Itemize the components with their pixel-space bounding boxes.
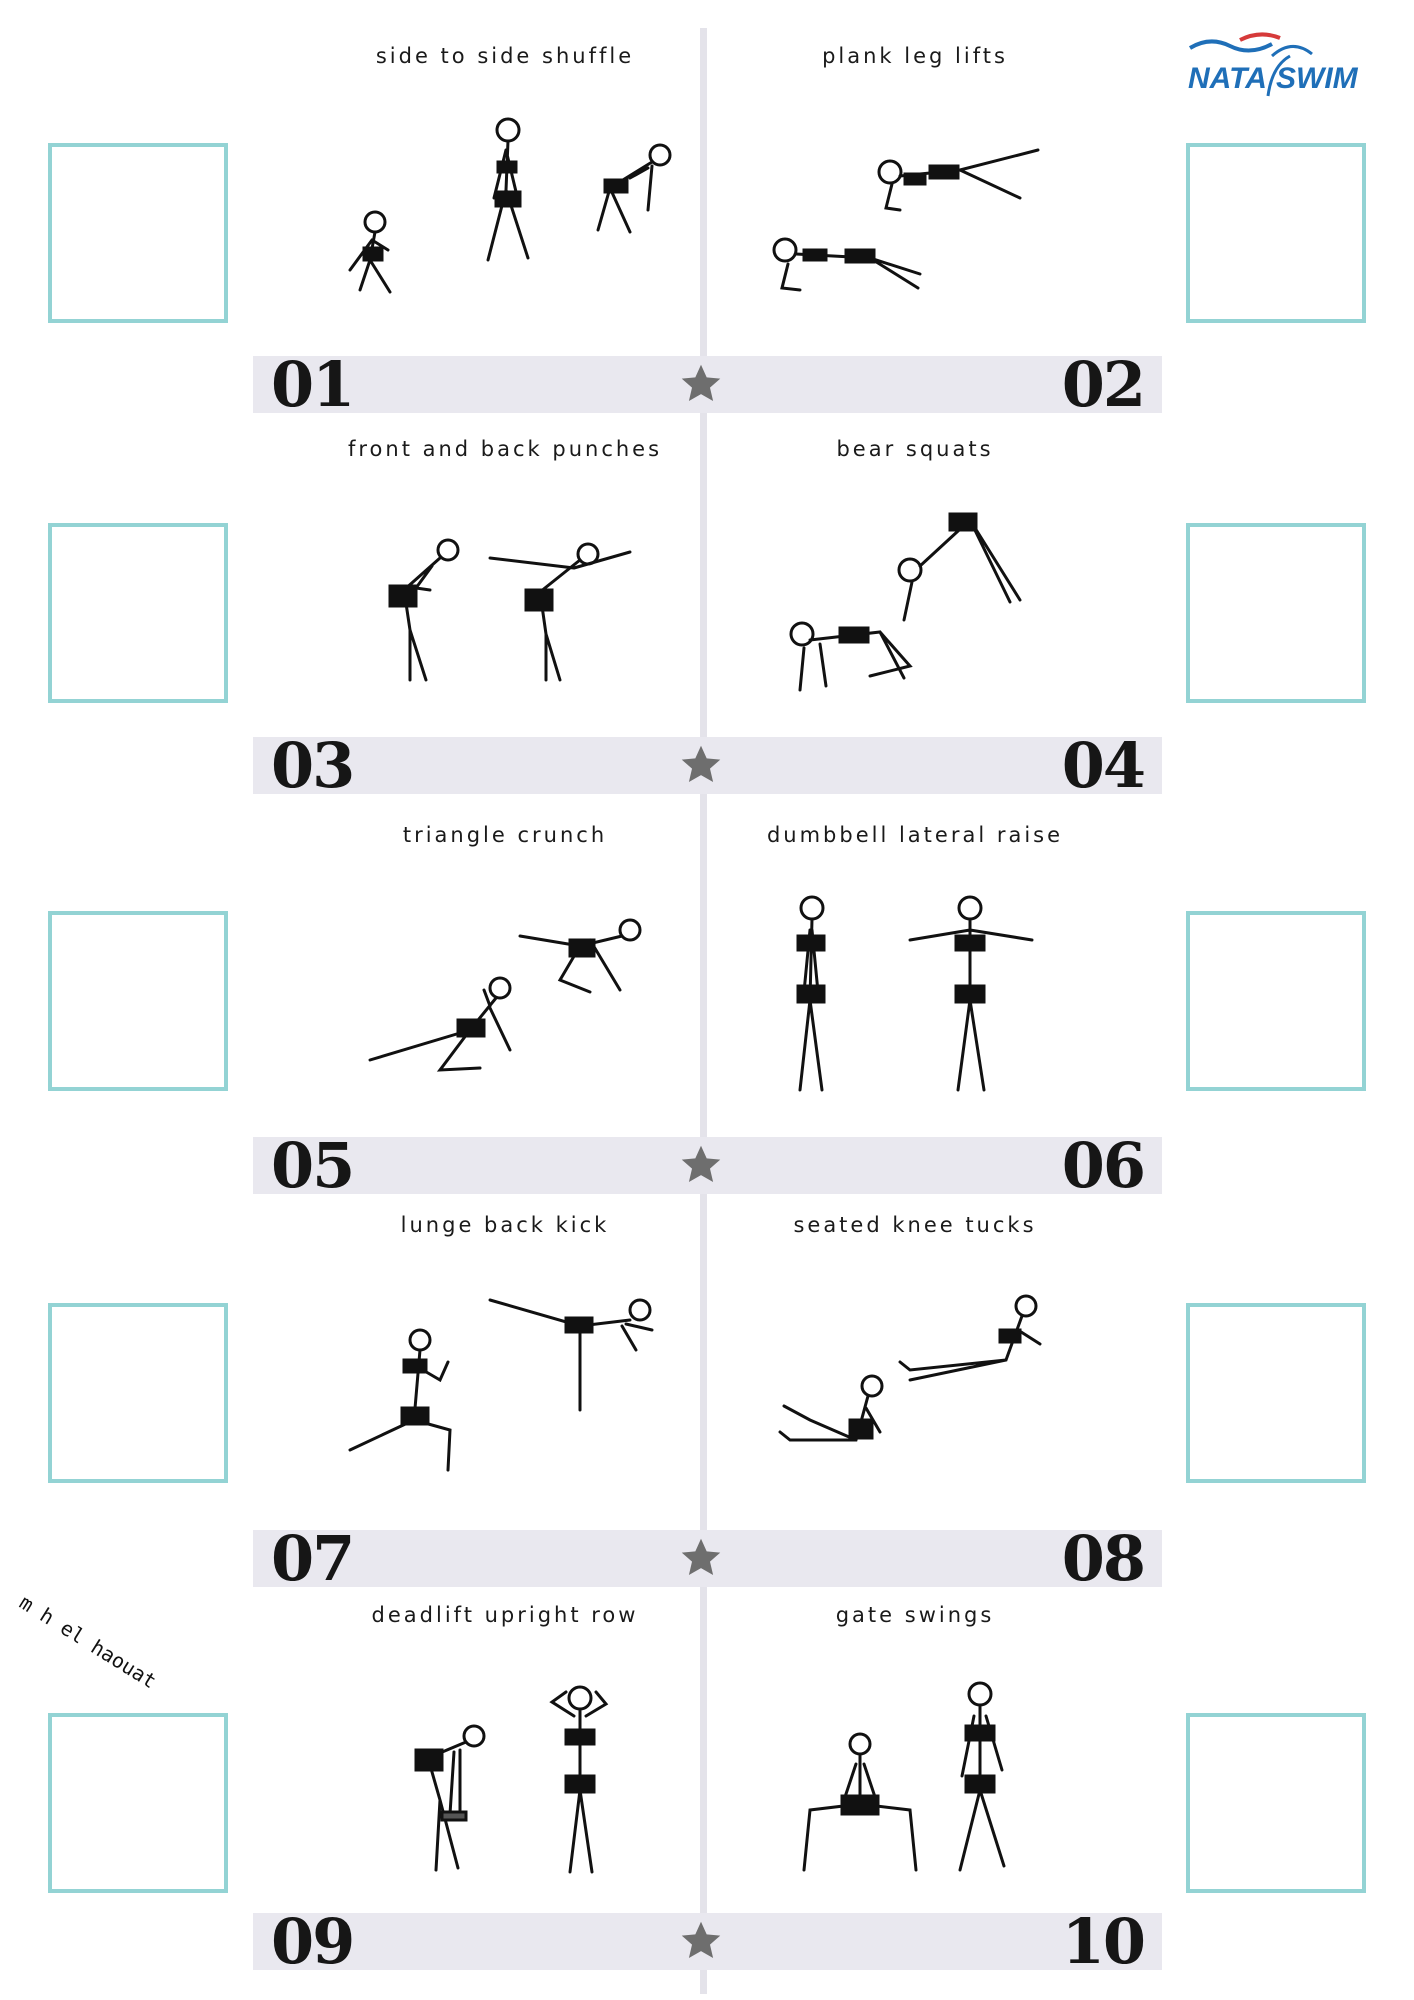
exercise-illustration-07 [340,1290,670,1490]
number-band-row-4 [253,1522,1162,1595]
exercise-label-10: gate swings [835,1603,995,1627]
exercise-illustration-02 [760,130,1060,320]
exercise-label-09: deadlift upright row [371,1603,639,1627]
exercise-number-09: 09 [271,1905,354,1978]
number-band-row-5 [253,1905,1162,1978]
star-icon [679,743,723,787]
checkbox-01[interactable] [48,143,228,323]
exercise-number-06: 06 [1061,1129,1144,1202]
exercise-illustration-01 [330,110,690,330]
exercise-label-05: triangle crunch [402,823,608,847]
exercise-number-03: 03 [271,729,354,802]
exercise-number-08: 08 [1061,1522,1144,1595]
exercise-illustration-05 [360,900,660,1100]
exercise-label-03: front and back punches [347,437,663,461]
exercise-number-10: 10 [1061,1905,1144,1978]
exercise-illustration-08 [770,1290,1060,1480]
exercise-illustration-06 [770,890,1060,1110]
exercise-illustration-04 [780,510,1060,710]
exercise-illustration-03 [360,530,660,690]
checkbox-10[interactable] [1186,1713,1366,1893]
svg-text:SWIM: SWIM [1276,62,1358,95]
number-band-row-3 [253,1129,1162,1202]
exercise-number-04: 04 [1061,729,1144,802]
exercise-illustration-10 [790,1680,1060,1880]
exercise-number-07: 07 [271,1522,354,1595]
checkbox-07[interactable] [48,1303,228,1483]
exercise-label-06: dumbbell lateral raise [766,823,1064,847]
checkbox-04[interactable] [1186,523,1366,703]
star-icon [679,362,723,406]
checkbox-05[interactable] [48,911,228,1091]
center-divider [700,28,707,1994]
star-icon [679,1919,723,1963]
number-band-row-2 [253,729,1162,802]
checkbox-02[interactable] [1186,143,1366,323]
number-band-row-1 [253,348,1162,421]
star-icon [679,1143,723,1187]
signature: m h el haouat [15,1590,161,1694]
nataswim-logo [1180,26,1366,106]
exercise-label-04: bear squats [836,437,994,461]
checkbox-03[interactable] [48,523,228,703]
exercise-number-01: 01 [271,348,354,421]
exercise-number-05: 05 [271,1129,354,1202]
exercise-label-02: plank leg lifts [822,44,1008,68]
svg-text:NATA: NATA [1188,62,1267,95]
exercise-label-08: seated knee tucks [793,1213,1037,1237]
checkbox-08[interactable] [1186,1303,1366,1483]
star-icon [679,1536,723,1580]
exercise-label-07: lunge back kick [400,1213,610,1237]
exercise-number-02: 02 [1061,348,1144,421]
checkbox-06[interactable] [1186,911,1366,1091]
exercise-illustration-09 [400,1680,640,1880]
exercise-label-01: side to side shuffle [375,44,635,68]
checkbox-09[interactable] [48,1713,228,1893]
